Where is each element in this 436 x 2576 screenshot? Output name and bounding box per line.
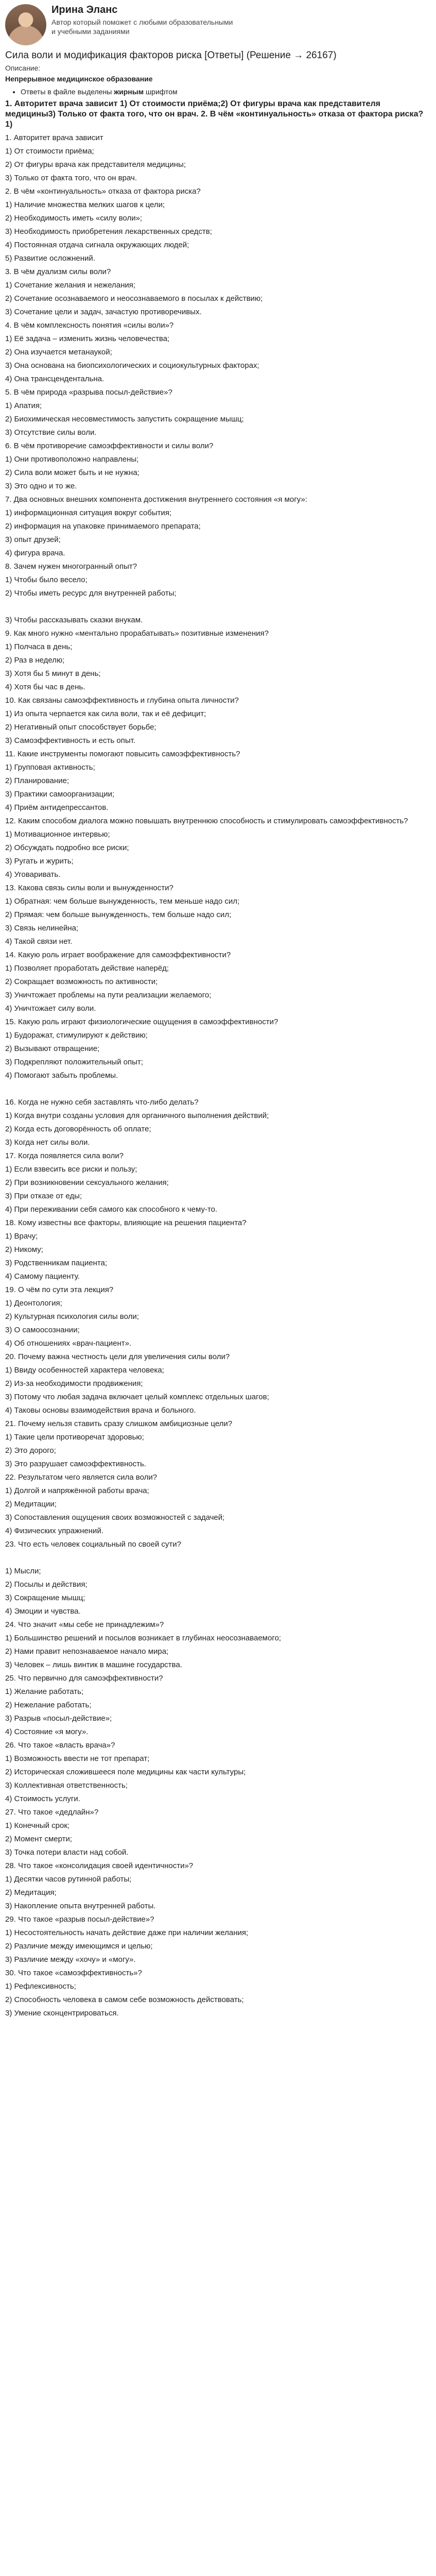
text-line: 3. В чём дуализм силы воли? [5, 267, 111, 276]
text-line: 4) Приём антидепрессантов. [5, 803, 109, 812]
text-line: 1) Сочетание желания и нежелания; [5, 281, 136, 290]
text-line: 25. Что первично для самоэффективности? [5, 1674, 163, 1683]
author-avatar[interactable] [5, 4, 46, 45]
text-line: 2) Необходимость иметь «силу воли»; [5, 214, 143, 223]
text-line: 3) Хотя бы 5 минут в день; [5, 669, 101, 678]
category-label: Непрерывное медицинское образование [5, 75, 153, 83]
text-line: 8. Зачем нужен многогранный опыт? [5, 562, 137, 571]
text-line: 1) Деонтология; [5, 1299, 62, 1308]
text-line: 4) Самому пациенту. [5, 1272, 80, 1281]
text-line: 1) Её задача – изменить жизнь человечества; [5, 334, 170, 343]
text-line: 22. Результатом чего является сила воли? [5, 1473, 158, 1482]
text-line: 3) Потому что любая задача включает целый комплекс отдельных шагов; [5, 1393, 269, 1401]
text-line: 1) Позволяет проработать действие наперёд; [5, 964, 169, 973]
text-line: 4) Эмоции и чувства. [5, 1607, 81, 1616]
text-line: 2) Чтобы иметь ресурс для внутренней работы; [5, 589, 177, 598]
text-line: 4) Уговаривать. [5, 870, 61, 879]
text-line: 1) Апатия; [5, 401, 42, 410]
text-line: 4) Физических упражнений. [5, 1527, 103, 1535]
text-line: 29. Что такое «разрыв посыл-действие»? [5, 1915, 154, 1924]
text-line: 3) Сокращение мышц; [5, 1594, 85, 1602]
text-line: 1) Из опыта черпается как сила воли, так и её дефицит; [5, 709, 206, 718]
text-line: 3) Это одно и то же. [5, 482, 77, 490]
text-line: 2) Способность человека в самом себе возможность действовать; [5, 1995, 244, 2004]
lead-paragraph: 1. Авторитет врача зависит 1) От стоимости приёма;2) От фигуры врача как представителя медицины3) Только от факта того, что он врач. 2. В чём «континуальность» отказа от фактора риска? 1) [5, 99, 424, 129]
text-line [5, 602, 431, 612]
text-line: 2) От фигуры врача как представителя медицины; [5, 160, 186, 169]
text-line: 1) Обратная: чем больше вынужденность, тем меньше надо сил; [5, 897, 240, 906]
text-line: 2) Никому; [5, 1245, 43, 1254]
text-line: 1) Мысли; [5, 1567, 41, 1575]
text-line: 1) От стоимости приёма; [5, 147, 94, 156]
text-line: 3) Когда нет силы воли. [5, 1138, 90, 1147]
text-line: 5. В чём природа «разрыва посыл-действие»? [5, 388, 172, 397]
text-line: 2) Обсуждать подробно все риски; [5, 843, 129, 852]
text-line: 1) Десятки часов рутинной работы; [5, 1875, 132, 1884]
text-line: 1) Групповая активность; [5, 763, 95, 772]
text-line: 1) Ввиду особенностей характера человека; [5, 1366, 164, 1375]
text-line: 3) Человек – лишь винтик в машине государства. [5, 1660, 182, 1669]
note-bold: жирным [114, 88, 144, 96]
text-line: 1) Когда внутри созданы условия для органичного выполнения действий; [5, 1111, 269, 1120]
text-line: 20. Почему важна честность цели для увеличения силы воли? [5, 1352, 230, 1361]
text-line: 3) Подкрепляют положительный опыт; [5, 1058, 143, 1066]
text-line: 2) Из-за необходимости продвижения; [5, 1379, 143, 1388]
text-line: 2) Момент смерти; [5, 1835, 73, 1843]
text-line: 3) опыт друзей; [5, 535, 61, 544]
question-list [5, 133, 431, 2018]
text-line: 6. В чём противоречие самоэффективности и силы воли? [5, 442, 214, 450]
text-line: 23. Что есть человек социальный по своей сути? [5, 1540, 181, 1549]
text-line: 18. Кому известны все факторы, влияющие на решения пациента? [5, 1218, 247, 1227]
text-line: 2) Прямая: чем больше вынужденность, тем больше надо сил; [5, 910, 232, 919]
text-line: 3) Только от факта того, что он врач. [5, 174, 137, 182]
text-line: 21. Почему нельзя ставить сразу слишком амбициозные цели? [5, 1419, 233, 1428]
text-line: 1) Полчаса в день; [5, 642, 73, 651]
text-line: 2) Сочетание осознаваемого и неосознаваемого в посылах к действию; [5, 294, 263, 303]
answers-note [5, 87, 431, 97]
text-line: 3) Умение сконцентрироваться. [5, 2009, 119, 2018]
text-line: 4) Состояние «я могу». [5, 1727, 89, 1736]
text-line: 2) Она изучается метанаукой; [5, 348, 112, 357]
text-line [5, 1084, 431, 1094]
answers-note-item [21, 87, 431, 97]
document-content [0, 49, 436, 2018]
text-line: 2) Планирование; [5, 776, 69, 785]
text-line: 14. Какую роль играет воображение для самоэффективности? [5, 951, 231, 959]
text-line: 28. Что такое «консолидация своей идентичности»? [5, 1861, 194, 1870]
note-prefix: Ответы в файле выделены [21, 88, 114, 96]
text-line: 30. Что такое «самоэффективность»? [5, 1969, 142, 1977]
text-line: 3) Отсутствие силы воли. [5, 428, 97, 437]
text-line: 26. Что такое «власть врача»? [5, 1741, 115, 1750]
text-line: 16. Когда не нужно себя заставлять что-либо делать? [5, 1098, 199, 1107]
note-suffix: шрифтом [144, 88, 178, 96]
text-line: 1) Если взвесить все риски и пользу; [5, 1165, 137, 1174]
text-line: 3) Она основана на биопсихологических и социокультурных факторах; [5, 361, 259, 370]
text-line: 5) Развитие осложнений. [5, 254, 95, 263]
author-description: Автор который поможет с любыми образовательными и учебными заданиями [51, 18, 233, 36]
text-line: 1) Они противоположно направлены; [5, 455, 139, 464]
text-line [5, 1553, 431, 1563]
text-line: 4) Таковы основы взаимодействия врача и больного. [5, 1406, 196, 1415]
text-line: 3) Коллективная ответственность; [5, 1781, 128, 1790]
text-line: 1) Чтобы было весело; [5, 575, 88, 584]
author-header [0, 0, 436, 49]
text-line: 19. О чём по сути эта лекция? [5, 1285, 114, 1294]
text-line: 3) Накопление опыта внутренней работы. [5, 1902, 156, 1910]
text-line: 9. Как много нужно «ментально прорабатывать» позитивные изменения? [5, 629, 269, 638]
text-line: 3) Чтобы рассказывать сказки внукам. [5, 616, 143, 624]
text-line: 3) Сочетание цели и задач, зачастую противоречивых. [5, 308, 202, 316]
text-line: 1) Несостоятельность начать действие даже при наличии желания; [5, 1928, 249, 1937]
text-line: 3) Разрыв «посыл-действие»; [5, 1714, 112, 1723]
text-line: 1) Наличие множества мелких шагов к цели; [5, 200, 165, 209]
text-line: 4) Хотя бы час в день. [5, 683, 85, 691]
text-line: 2) Посылы и действия; [5, 1580, 88, 1589]
text-line: 3) Различие между «хочу» и «могу». [5, 1955, 136, 1964]
text-line: 3) Родственникам пациента; [5, 1259, 108, 1267]
text-line: 4) Уничтожает силу воли. [5, 1004, 96, 1013]
text-line: 4) При переживании себя самого как способного к чему-то. [5, 1205, 218, 1214]
text-line: 1) Долгой и напряжённой работы врача; [5, 1486, 149, 1495]
text-line: 2) Культурная психология силы воли; [5, 1312, 139, 1321]
text-line: 4) Об отношениях «врач-пациент». [5, 1339, 132, 1348]
text-line: 2) Медитации; [5, 1500, 57, 1509]
text-line: 3) Это разрушает самоэффективность. [5, 1460, 146, 1468]
text-line: 3) Связь нелинейна; [5, 924, 79, 933]
text-line: 4) Такой связи нет. [5, 937, 73, 946]
text-line: 2) Нами правит непознаваемое начало мира; [5, 1647, 169, 1656]
text-line: 2) Различие между имеющимся и целью; [5, 1942, 153, 1951]
text-line: 1) Такие цели противоречат здоровью; [5, 1433, 144, 1442]
text-line: 3) Самоэффективность и есть опыт. [5, 736, 135, 745]
text-line: 24. Что значит «мы себе не принадлежим»? [5, 1620, 164, 1629]
text-line: 1) Возможность ввести не тот препарат; [5, 1754, 150, 1763]
text-line: 2) Негативный опыт способствует борьбе; [5, 723, 156, 732]
text-line: 2) При возникновении сексуального желания; [5, 1178, 169, 1187]
text-line: 3) О самоосознании; [5, 1326, 80, 1334]
text-line: 2) Это дорого; [5, 1446, 56, 1455]
text-line: 2. В чём «континуальность» отказа от фактора риска? [5, 187, 201, 196]
text-line: 2) Сокращает возможность по активности; [5, 977, 158, 986]
text-line: 1) Конечный срок; [5, 1821, 70, 1830]
text-line: 2) Историческая сложившееся поле медицины как части культуры; [5, 1768, 246, 1776]
text-line: 7. Два основных внешних компонента достижения внутреннего состояния «я могу»: [5, 495, 307, 504]
text-line: 2) Нежелание работать; [5, 1701, 92, 1709]
text-line: 1) Врачу; [5, 1232, 38, 1241]
text-line: 4) фигура врача. [5, 549, 65, 557]
text-line: 1. Авторитет врача зависит [5, 133, 103, 142]
text-line: 3) Ругать и журить; [5, 857, 74, 866]
text-line: 1) информационная ситуация вокруг события; [5, 509, 172, 517]
text-line: 2) информация на упаковке принимаемого препарата; [5, 522, 201, 531]
text-line: 1) Будоражат, стимулируют к действию; [5, 1031, 148, 1040]
text-line: 15. Какую роль играют физиологические ощущения в самоэффективности? [5, 1018, 278, 1026]
text-line: 11. Какие инструменты помогают повысить самоэффективность? [5, 750, 240, 758]
text-line: 2) Биохимическая несовместимость запустить сокращение мышц; [5, 415, 244, 423]
text-line: 2) Когда есть договорённость об оплате; [5, 1125, 151, 1133]
description-label: Описание: [5, 64, 41, 72]
text-line: 1) Рефлексивность; [5, 1982, 76, 1991]
text-line: 1) Желание работать; [5, 1687, 84, 1696]
document-title: Сила воли и модификация факторов риска [Ответы] (Решение → 26167) [5, 50, 337, 61]
text-line: 1) Большинство решений и посылов возникает в глубинах неосознаваемого; [5, 1634, 281, 1642]
text-line: 17. Когда появляется сила воли? [5, 1151, 124, 1160]
text-line: 2) Вызывают отвращение; [5, 1044, 100, 1053]
text-line: 12. Каким способом диалога можно повышать внутреннюю способность и стимулировать самоэффективность? [5, 817, 408, 825]
text-line: 4) Она трансцендентальна. [5, 375, 104, 383]
text-line: 2) Сила воли может быть и не нужна; [5, 468, 139, 477]
text-line: 4. В чём комплексность понятия «силы воли»? [5, 321, 174, 330]
text-line: 2) Медитация; [5, 1888, 57, 1897]
text-line: 27. Что такое «дедлайн»? [5, 1808, 99, 1817]
text-line: 3) При отказе от еды; [5, 1192, 82, 1200]
text-line: 3) Точка потери власти над собой. [5, 1848, 129, 1857]
text-line: 2) Раз в неделю; [5, 656, 65, 665]
text-line: 3) Сопоставления ощущения своих возможностей с задачей; [5, 1513, 225, 1522]
text-line: 3) Уничтожает проблемы на пути реализации желаемого; [5, 991, 212, 999]
text-line: 3) Практики самоорганизации; [5, 790, 115, 799]
text-line: 1) Мотивационное интервью; [5, 830, 110, 839]
author-name[interactable]: Ирина Эланс [51, 4, 118, 15]
text-line: 10. Как связаны самоэффективность и глубина опыта личности? [5, 696, 239, 705]
text-line: 4) Помогают забыть проблемы. [5, 1071, 118, 1080]
text-line: 4) Постоянная отдача сигнала окружающих людей; [5, 241, 189, 249]
text-line: 13. Какова связь силы воли и вынужденности? [5, 884, 173, 892]
text-line: 4) Стоимость услуги. [5, 1794, 80, 1803]
text-line: 3) Необходимость приобретения лекарственных средств; [5, 227, 212, 236]
